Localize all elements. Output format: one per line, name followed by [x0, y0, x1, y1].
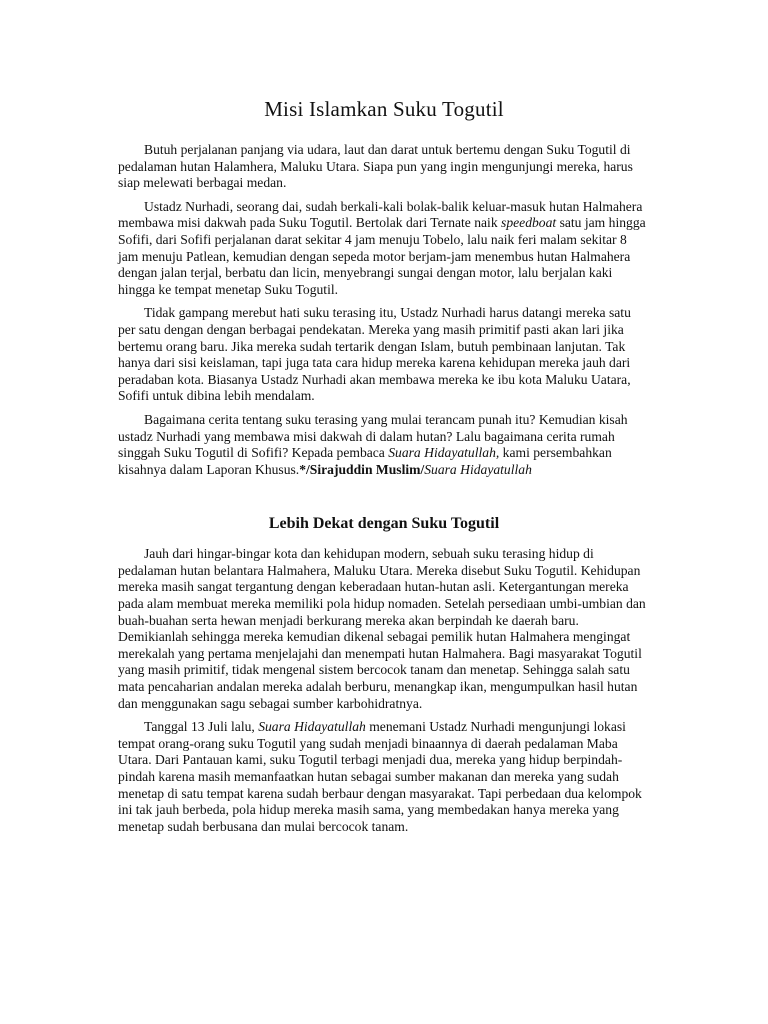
- section-paragraph-1: Jauh dari hingar-bingar kota dan kehidupan modern, sebuah suku terasing hidup di pedalaman hutan belantara Halmahera, Maluku Utara. Mereka disebut Suku Togutil. Kehidupan mereka masih sangat tergantung dengan keberadaan hutan-hutan asli. Ketergantungan mereka pada alam membuat mereka memiliki pola hidup nomaden. Setelah persediaan umbi-umbian dan buah-buahan serta hewan menjadi berkurang mereka akan berpindah ke daerah baru. Demikianlah sehingga mereka kemudian dikenal sebagai pemilik hutan Halmahera mengingat merekalah yang pertama menjelajahi dan menempati hutan Halmahera. Bagi masyarakat Togutil yang masih primitif, tidak mengenal sistem bercocok tanam dan menetap. Sehingga salah satu mata pencaharian andalan mereka adalah berburu, menangkap ikan, mengumpulkan hasil hutan dan menggunakan sagu sebagai sumber karbohidratnya.: [118, 546, 646, 711]
- publication-name: Suara Hidayatullah: [424, 461, 532, 477]
- intro-paragraph-3: Tidak gampang merebut hati suku terasing itu, Ustadz Nurhadi harus datangi mereka satu per satu dengan dengan berbagai pendekatan. Mereka yang masih primitif pasti akan lari jika bertemu orang baru. Jika mereka sudah tertarik dengan Islam, butuh pembinaan lanjutan. Tak hanya dari sisi keislaman, tapi juga tata cara hidup mereka karena kehidupan mereka jauh dari peradaban kota. Biasanya Ustadz Nurhadi akan membawa mereka ke ibu kota Maluku Uatara, Sofifi untuk dibina lebih mendalam.: [118, 305, 631, 404]
- section-heading: Lebih Dekat dengan Suku Togutil: [268, 515, 500, 533]
- author-credit: */Sirajuddin Muslim/: [299, 461, 425, 477]
- page-title: Misi Islamkan Suku Togutil: [264, 97, 504, 121]
- publication-name: Suara Hidayatullah: [258, 719, 366, 735]
- text-run: Bagaimana cerita tentang suku terasing yang mulai terancam punah itu? Kemudian kisah ustadz Nurhadi yang membawa misi dakwah di dalam hutan? Lalu bagaimana cerita rumah singgah Suku Togutil di Sofifi? Kepada pembaca: [118, 411, 628, 461]
- intro-paragraph-4: [118, 412, 650, 478]
- publication-name: Suara Hidayatullah,: [388, 445, 500, 461]
- text-run: satu jam hingga Sofifi, dari Sofifi perjalanan darat sekitar 4 jam menuju Tobelo, lalu naik feri malam sekitar 8 jam menuju Patlean, kemudian dengan sepeda motor berjam-jam menembus hutan Halmahera dengan jalan terjal, berbatu dan licin, menyebrangi sungai dengan motor, lalu berjalan kaki hingga ke tempat menetap Suku Togutil.: [118, 215, 646, 297]
- text-run: kami persembahkan kisahnya dalam Laporan Khusus.: [118, 445, 612, 477]
- text-run: menemani Ustadz Nurhadi mengunjungi lokasi tempat orang-orang suku Togutil yang sudah menjadi binaannya di daerah pedalaman Maba Utara. Dari Pantauan kami, suku Togutil terbagi menjadi dua, mereka yang hidup berpindah-pindah karena masih memanfaatkan hutan sebagai sumber makanan dan mereka yang sudah menetap di satu tempat karena sudah berbaur dengan masyarakat. Tapi perbedaan dua kelompok ini tak jauh berbeda, pola hidup mereka masih sama, yang membedakan hanya mereka yang menetap sudah berbusana dan mulai bercocok tanam.: [118, 719, 642, 834]
- text-run: Ustadz Nurhadi, seorang dai, sudah berkali-kali bolak-balik keluar-masuk hutan Halmahera membawa misi dakwah pada Suku Togutil. Bertolak dari Ternate naik: [118, 198, 643, 231]
- italic-term: speedboat: [501, 215, 557, 231]
- intro-paragraph-1: Butuh perjalanan panjang via udara, laut dan darat untuk bertemu dengan Suku Togutil di pedalaman hutan Halamhera, Maluku Utara. Siapa pun yang ingin mengunjungi mereka, harus siap melewati berbagai medan.: [118, 142, 633, 191]
- text-run: Tanggal 13 Juli lalu,: [144, 719, 259, 735]
- section-paragraph-2: [118, 719, 650, 835]
- intro-paragraph-2: [118, 199, 650, 299]
